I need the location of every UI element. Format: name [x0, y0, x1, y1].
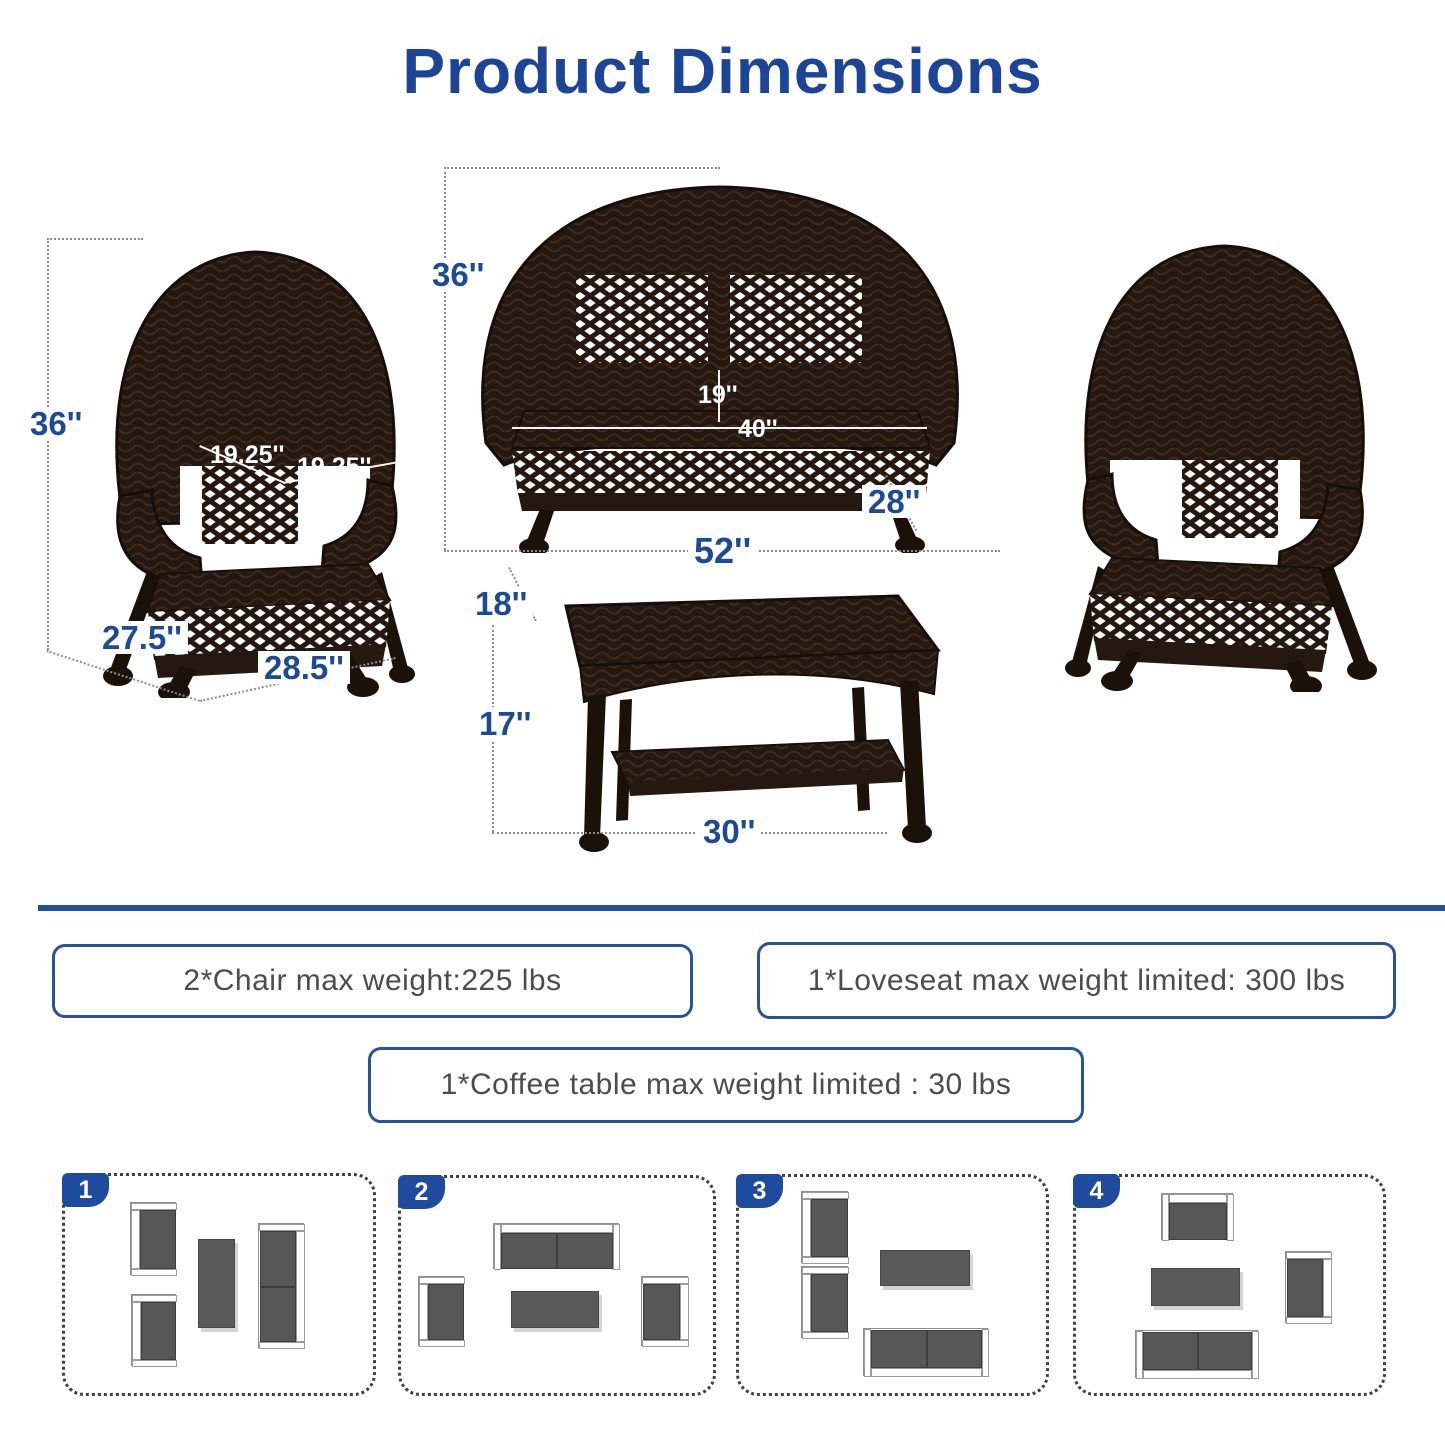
loveseat-bar [864, 1329, 871, 1377]
loveseat-cushion [260, 1231, 296, 1287]
loveseat-cushion [871, 1330, 927, 1368]
chair-topview [130, 1202, 176, 1275]
loveseat-bar [871, 1368, 982, 1377]
layout-2-badge: 2 [398, 1175, 445, 1209]
chair-bar [1169, 1194, 1227, 1203]
loveseat-cushion [1143, 1332, 1198, 1370]
chair-bar [131, 1269, 177, 1276]
chair-base-depth-label: 27.5'' [96, 621, 188, 654]
chair-bar [802, 1257, 849, 1264]
loveseat-topview [258, 1223, 304, 1348]
loveseat-bar [1252, 1331, 1259, 1379]
chair-bar [132, 1302, 141, 1360]
table-topview [1151, 1268, 1240, 1306]
chair-top-extent-line [47, 238, 143, 240]
chair-bar [802, 1267, 849, 1274]
loveseat-bar [494, 1224, 501, 1270]
loveseat-height-label: 36'' [426, 258, 490, 291]
chair-topview [641, 1276, 688, 1346]
table-weight-note-text: 1*Coffee table max weight limited : 30 lbs [440, 1068, 1012, 1101]
table-topview [198, 1239, 235, 1328]
chair-bar [1286, 1317, 1332, 1324]
layout-3-badge: 3 [736, 1174, 783, 1208]
loveseat-cushion [927, 1330, 983, 1368]
loveseat-weight-note-text: 1*Loveseat max weight limited: 300 lbs [807, 963, 1346, 997]
chair-bar [1227, 1194, 1234, 1241]
loveseat-base-width-label: 52'' [688, 533, 757, 569]
loveseat-topview [493, 1223, 619, 1269]
layout-1-badge: 1 [62, 1173, 109, 1207]
loveseat-seat-depth-label: 19'' [698, 381, 738, 409]
loveseat-bar [259, 1224, 305, 1231]
loveseat-figure [430, 155, 1010, 585]
chair-topview [1161, 1193, 1233, 1240]
chair-left-figure [20, 225, 460, 705]
chair-topview [801, 1191, 848, 1263]
chair-base-width-label: 28.5'' [258, 651, 350, 684]
chair-bar [642, 1277, 689, 1284]
chair-seat-width-label: 19.25'' [297, 453, 372, 481]
chair-bar [802, 1332, 849, 1339]
layout-panel-3 [736, 1174, 1049, 1396]
loveseat-bar [1136, 1331, 1143, 1379]
loveseat-cushion [501, 1233, 557, 1269]
chair-right-figure [1002, 222, 1442, 697]
table-width-label: 30'' [697, 815, 761, 848]
chair-bar [132, 1295, 177, 1302]
chair-height-label: 36'' [24, 407, 88, 440]
loveseat-seat-width-label: 40'' [738, 415, 778, 443]
loveseat-topview [1135, 1330, 1258, 1378]
chair-bar [1286, 1252, 1332, 1259]
chair-cushion [140, 1210, 176, 1269]
chair-weight-note [52, 944, 693, 1018]
layout-panel-2 [398, 1175, 716, 1396]
chair-cushion [428, 1284, 464, 1340]
chair-cushion [141, 1302, 176, 1360]
chair-bar [802, 1199, 811, 1257]
coffee-table-figure [455, 555, 995, 875]
loveseat-base-depth-label: 28'' [862, 485, 926, 518]
loveseat-bar [982, 1329, 989, 1377]
loveseat-bar [296, 1231, 305, 1342]
chair-topview [418, 1276, 464, 1346]
table-weight-note [368, 1047, 1084, 1123]
chair-weight-note-text: 2*Chair max weight:225 lbs [183, 964, 562, 997]
wicker-chair-right-image [1030, 222, 1420, 692]
table-width-line [492, 832, 887, 834]
loveseat-cushion [260, 1287, 296, 1343]
loveseat-bar [613, 1224, 620, 1270]
chair-seat-depth-label: 19.25'' [210, 441, 285, 469]
chair-bar [1162, 1194, 1169, 1241]
chair-bar [132, 1360, 177, 1367]
loveseat-topview [863, 1328, 988, 1376]
loveseat-height-line [444, 167, 446, 550]
chair-topview [131, 1294, 176, 1366]
loveseat-bar [1143, 1370, 1252, 1379]
layout-panel-1 [62, 1173, 376, 1396]
table-topview [880, 1250, 970, 1286]
chair-bar [419, 1277, 465, 1284]
chair-topview [801, 1266, 848, 1338]
loveseat-bar [501, 1224, 613, 1233]
loveseat-bar [259, 1342, 305, 1349]
chair-cushion [1169, 1203, 1227, 1240]
loveseat-cushion [1198, 1332, 1253, 1370]
layout-panel-4 [1073, 1174, 1386, 1396]
chair-bar [802, 1274, 811, 1332]
table-top-depth-label: 18'' [469, 587, 533, 620]
chair-cushion [643, 1284, 680, 1340]
chair-bar [642, 1340, 689, 1347]
chair-bar [419, 1284, 428, 1340]
table-height-label: 17'' [473, 707, 537, 740]
loveseat-top-extent-line [444, 167, 720, 169]
chair-cushion [1287, 1259, 1323, 1317]
chair-bar [802, 1192, 849, 1199]
layout-4-badge: 4 [1073, 1174, 1120, 1208]
loveseat-weight-note [757, 942, 1396, 1019]
chair-bar [1323, 1259, 1332, 1317]
chair-cushion [811, 1274, 848, 1332]
chair-bar [419, 1340, 465, 1347]
page-title: Product Dimensions [402, 35, 1043, 107]
chair-topview [1285, 1251, 1331, 1323]
chair-bar [131, 1203, 177, 1210]
chair-cushion [811, 1199, 848, 1257]
section-divider [38, 905, 1445, 911]
loveseat-seat-width-line [512, 427, 927, 429]
chair-bar [680, 1284, 689, 1340]
loveseat-cushion [557, 1233, 613, 1269]
table-topview [511, 1291, 599, 1328]
chair-height-line [47, 238, 49, 650]
chair-bar [131, 1210, 140, 1269]
